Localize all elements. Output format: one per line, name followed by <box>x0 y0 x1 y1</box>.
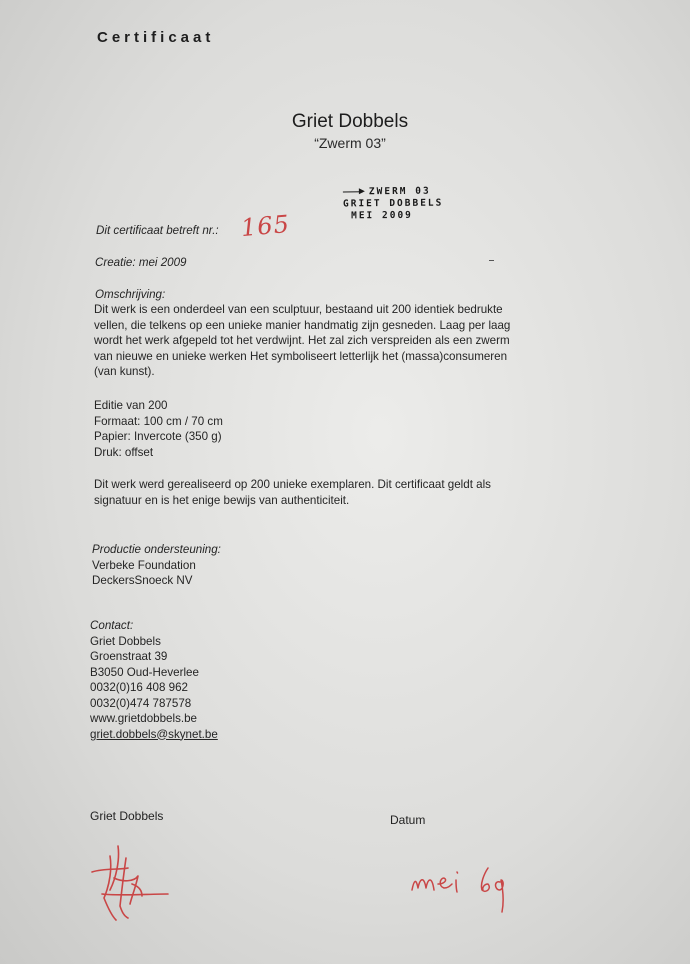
stamp-line-1: ZWERM 03 <box>343 186 443 199</box>
spec-print: Druk: offset <box>94 445 154 459</box>
description-paragraph <box>94 302 604 380</box>
handwritten-signature <box>88 838 178 928</box>
production-support <box>92 542 221 589</box>
signature-label: Griet Dobbels <box>90 809 164 823</box>
artist-name: Griet Dobbels <box>291 111 409 132</box>
handwritten-date <box>408 860 518 920</box>
edition-stamp <box>343 186 444 223</box>
spec-format: Formaat: 100 cm / 70 cm <box>94 414 223 428</box>
certificate-heading: Certificaat <box>97 29 215 46</box>
contact-street: Groenstraat 39 <box>90 650 168 663</box>
stamp-line-2: GRIET DOBBELS <box>342 197 444 210</box>
date-label: Datum <box>390 813 426 827</box>
description-line: van nieuwe en unieke werken Het symboliseert letterlijk het (massa)consumeren <box>94 349 508 363</box>
production-sponsor: DeckersSnoeck NV <box>92 574 193 587</box>
contact-phone: 0032(0)16 408 962 <box>90 681 188 694</box>
contact-block <box>90 618 218 742</box>
production-sponsor: Verbeke Foundation <box>92 558 196 572</box>
specifications <box>94 398 223 460</box>
certificate-number-label: Dit certificaat betreft nr.: <box>96 224 219 237</box>
contact-email: griet.dobbels@skynet.be <box>90 727 218 741</box>
spec-edition: Editie van 200 <box>94 399 168 412</box>
contact-phone: 0032(0)474 787578 <box>90 696 192 710</box>
contact-city: B3050 Oud-Heverlee <box>90 665 199 679</box>
work-title: “Zwerm 03” <box>314 135 386 151</box>
description-line: Dit werk is een onderdeel van een sculptuur, bestaand uit 200 identiek bedrukte <box>94 303 503 316</box>
contact-website: www.grietdobbels.be <box>90 712 197 725</box>
certificate-number: 165 <box>239 209 291 243</box>
ink-mark <box>489 260 494 261</box>
authenticity-statement <box>94 477 574 508</box>
stamp-line-3: MEI 2009 <box>351 209 413 222</box>
statement-line: signatuur en is het enige bewijs van authenticiteit. <box>94 493 350 507</box>
description-line: vellen, die telkens op een unieke manier handmatig zijn gesneden. Laag per laag <box>94 318 511 332</box>
description-label: Omschrijving: <box>95 288 166 301</box>
statement-line: Dit werk werd gerealiseerd op 200 unieke exemplaren. Dit certificaat geldt als <box>94 478 491 491</box>
production-label: Productie ondersteuning: <box>92 543 221 556</box>
description-line: wordt het werk afgepeld tot het verdwijnt. Het zal zich verspreiden als een zwerm <box>94 334 510 347</box>
contact-name: Griet Dobbels <box>90 634 161 648</box>
arrow-icon <box>343 191 363 192</box>
spec-paper: Papier: Invercote (350 g) <box>94 430 222 443</box>
description-line: (van kunst). <box>94 365 155 378</box>
creation-date: Creatie: mei 2009 <box>95 256 187 269</box>
contact-label: Contact: <box>90 619 134 632</box>
